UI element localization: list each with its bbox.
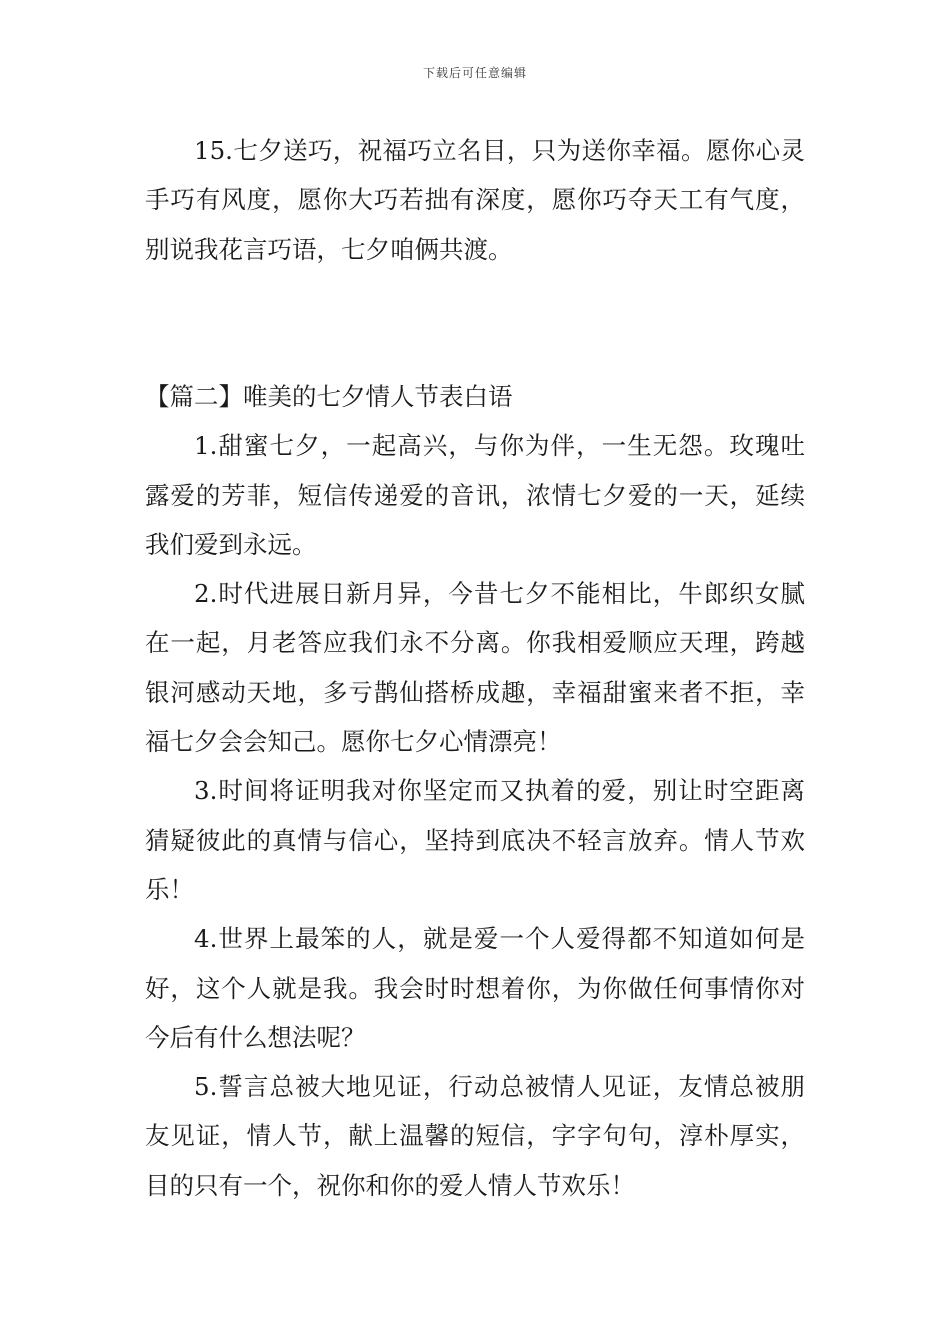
page-header: 下载后可任意编辑: [422, 66, 527, 80]
paragraph-1: 1.甜蜜七夕，一起高兴，与你为伴，一生无怨。玫瑰吐露爱的芳菲，短信传递爱的音讯，浓情七夕爱的一天，延续我们爱到永远。: [145, 431, 805, 559]
paragraph-4: 4.世界上最笨的人，就是爱一个人爱得都不知道如何是好，这个人就是我。我会时时想着你，为你做任何事情你对今后有什么想法呢？: [145, 924, 805, 1052]
paragraph-15: 15.七夕送巧，祝福巧立名目，只为送你幸福。愿你心灵手巧有风度，愿你大巧若拙有深度，愿你巧夺天工有气度，别说我花言巧语，七夕咱俩共渡。: [145, 136, 805, 264]
paragraph-3: 3.时间将证明我对你坚定而又执着的爱，别让时空距离猜疑彼此的真情与信心，坚持到底决不轻言放弃。情人节欢乐！: [145, 776, 805, 904]
paragraph-2: 2.时代进展日新月异，今昔七夕不能相比，牛郎织女腻在一起，月老答应我们永不分离。你我相爱顺应天理，跨越银河感动天地，多亏鹊仙搭桥成趣，幸福甜蜜来者不拒，幸福七夕会会知己。愿你七夕心情漂亮！: [145, 579, 805, 757]
section-two: [145, 372, 805, 1210]
intro-block: [145, 126, 805, 274]
section-title: 【篇二】唯美的七夕情人节表白语: [145, 382, 513, 411]
paragraph-5: 5.誓言总被大地见证，行动总被情人见证，友情总被朋友见证，情人节，献上温馨的短信，字字句句，淳朴厚实，目的只有一个，祝你和你的爱人情人节欢乐！: [145, 1072, 805, 1200]
